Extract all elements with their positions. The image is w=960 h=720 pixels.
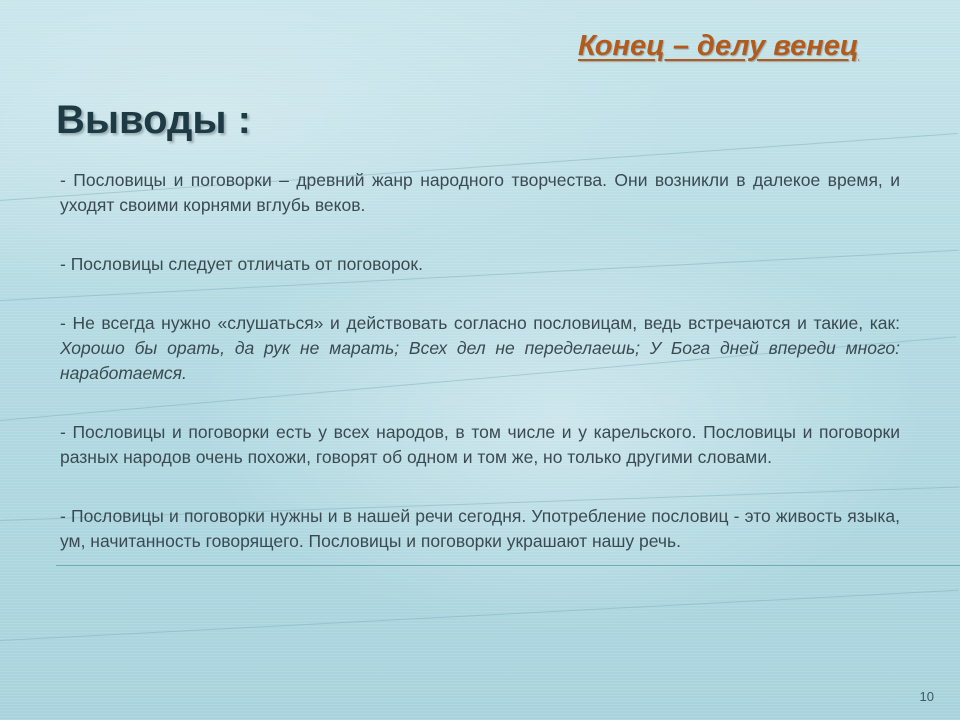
paragraph-4: - Пословицы и поговорки есть у всех народов, в том числе и у карельского. Пословицы и поговорки разных народов очень похожи, говорят об одном и том же, но только другими словами. <box>60 422 900 467</box>
paragraph-3-examples: Хорошо бы орать, да рук не марать; Всех дел не переделаешь; У Бога дней впереди много: наработаемся. <box>60 338 900 383</box>
background-streak <box>0 590 959 641</box>
slide-subtitle: Конец – делу венец <box>578 30 859 62</box>
page-number: 10 <box>919 689 934 704</box>
divider-line <box>56 565 960 566</box>
paragraph-2: - Пословицы следует отличать от поговорок. <box>60 254 423 274</box>
paragraph-5: - Пословицы и поговорки нужны и в нашей речи сегодня. Употребление пословиц - это живость языка, ум, начитанность говорящего. Пословицы и поговорки украшают нашу речь. <box>60 506 900 551</box>
slide-title: Выводы : <box>56 98 251 142</box>
paragraph-3-lead: - Не всегда нужно «слушаться» и действовать согласно пословицам, ведь встречаются и такие, как: <box>60 313 900 333</box>
slide-content <box>60 168 900 554</box>
paragraph-1: - Пословицы и поговорки – древний жанр народного творчества. Они возникли в далекое время, и уходят своими корнями вглубь веков. <box>60 170 900 215</box>
paragraph-3 <box>60 311 900 386</box>
